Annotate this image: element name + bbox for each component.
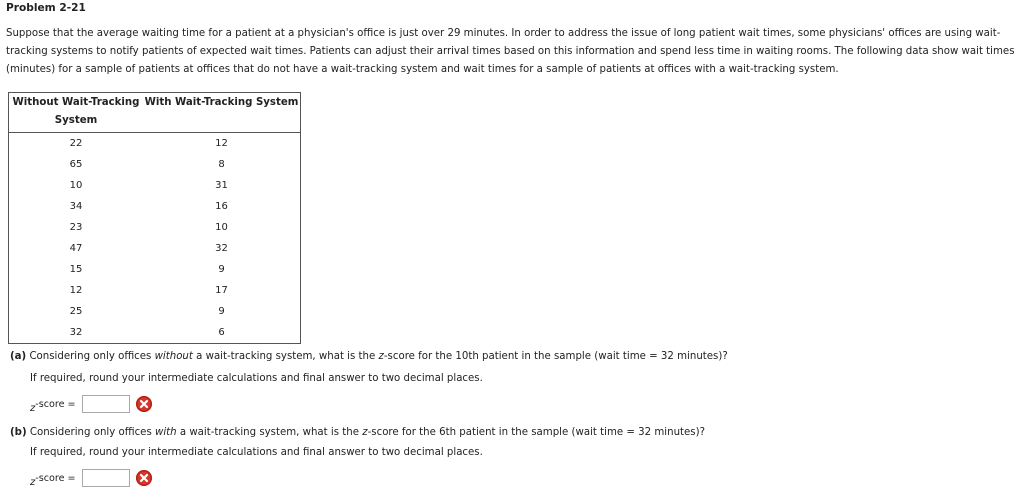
table-row [9, 322, 301, 344]
cell-without-tracking: 47 [69, 243, 83, 254]
column-header-without: Without Wait-Tracking System [9, 93, 144, 133]
part-a-instruction: If required, round your intermediate calculations and final answer to two decimal places. [30, 373, 483, 384]
part-b-instruction: If required, round your intermediate calculations and final answer to two decimal places. [30, 447, 483, 458]
part-b-zscore-label: z-score = [30, 473, 76, 488]
cell-with-tracking: 9 [218, 264, 225, 275]
part-a-emphasis: without [154, 351, 193, 362]
table-row [9, 154, 301, 175]
cell-with-tracking: 6 [218, 327, 225, 338]
part-b-zterm: z [362, 427, 368, 438]
table-row [9, 280, 301, 301]
cell-without-tracking: 15 [69, 264, 83, 275]
cell-without-tracking: 34 [69, 201, 83, 212]
part-a-zterm: z [378, 351, 384, 362]
part-b-question [10, 426, 705, 440]
table-row [9, 133, 301, 155]
cell-with-tracking: 12 [215, 138, 228, 149]
table-header-row [9, 93, 301, 133]
table-row [9, 301, 301, 322]
incorrect-x-icon [136, 470, 152, 486]
table-row [9, 196, 301, 217]
wait-time-table [8, 92, 301, 344]
part-a-zscore-label: z-score = [30, 399, 76, 414]
part-a-text-before: Considering only offices [29, 351, 155, 362]
part-b-emphasis: with [155, 427, 177, 438]
cell-with-tracking: 31 [215, 180, 228, 191]
cell-with-tracking: 9 [218, 306, 225, 317]
part-b-text-after: -score for the 6th patient in the sample (wait time = 32 minutes)? [367, 427, 705, 438]
table-row [9, 175, 301, 196]
part-b-text-middle: a wait-tracking system, what is the [176, 427, 363, 438]
part-b-label: (b) [10, 427, 27, 438]
cell-with-tracking: 8 [218, 159, 225, 170]
cell-without-tracking: 25 [69, 306, 83, 317]
part-a-text-middle: a wait-tracking system, what is the [192, 351, 379, 362]
part-a-question [10, 350, 728, 364]
cell-without-tracking: 10 [69, 180, 83, 191]
cell-with-tracking: 32 [215, 243, 228, 254]
cell-without-tracking: 65 [69, 159, 83, 170]
table-row [9, 217, 301, 238]
column-header-with: With Wait-Tracking System [143, 93, 301, 133]
part-a-zscore-input[interactable] [82, 395, 130, 413]
part-a-text-after: -score for the 10th patient in the sample (wait time = 32 minutes)? [383, 351, 728, 362]
table-row [9, 259, 301, 280]
cell-without-tracking: 12 [69, 285, 83, 296]
cell-with-tracking: 17 [215, 285, 228, 296]
problem-intro: Suppose that the average waiting time for a patient at a physician's office is just over 29 minutes. In order to address the issue of long patient wait times, some physicians' offices are using wait-tracking systems to notify patients of expected wait times. Patients can adjust their arrival times based on this information and spend less time in waiting rooms. The following data show wait times (minutes) for a sample of patients at offices that do not have a wait-tracking system and wait times for a sample of patients at offices with a wait-tracking system. [6, 28, 1015, 75]
problem-title: Problem 2-21 [6, 2, 86, 14]
cell-with-tracking: 16 [215, 201, 228, 212]
cell-without-tracking: 32 [69, 327, 83, 338]
table-row [9, 238, 301, 259]
cell-with-tracking: 10 [215, 222, 228, 233]
incorrect-x-icon [136, 396, 152, 412]
cell-without-tracking: 22 [69, 138, 83, 149]
part-b-zscore-input[interactable] [82, 469, 130, 487]
part-a-label: (a) [10, 351, 27, 362]
cell-without-tracking: 23 [69, 222, 83, 233]
part-b-text-before: Considering only offices [29, 427, 155, 438]
